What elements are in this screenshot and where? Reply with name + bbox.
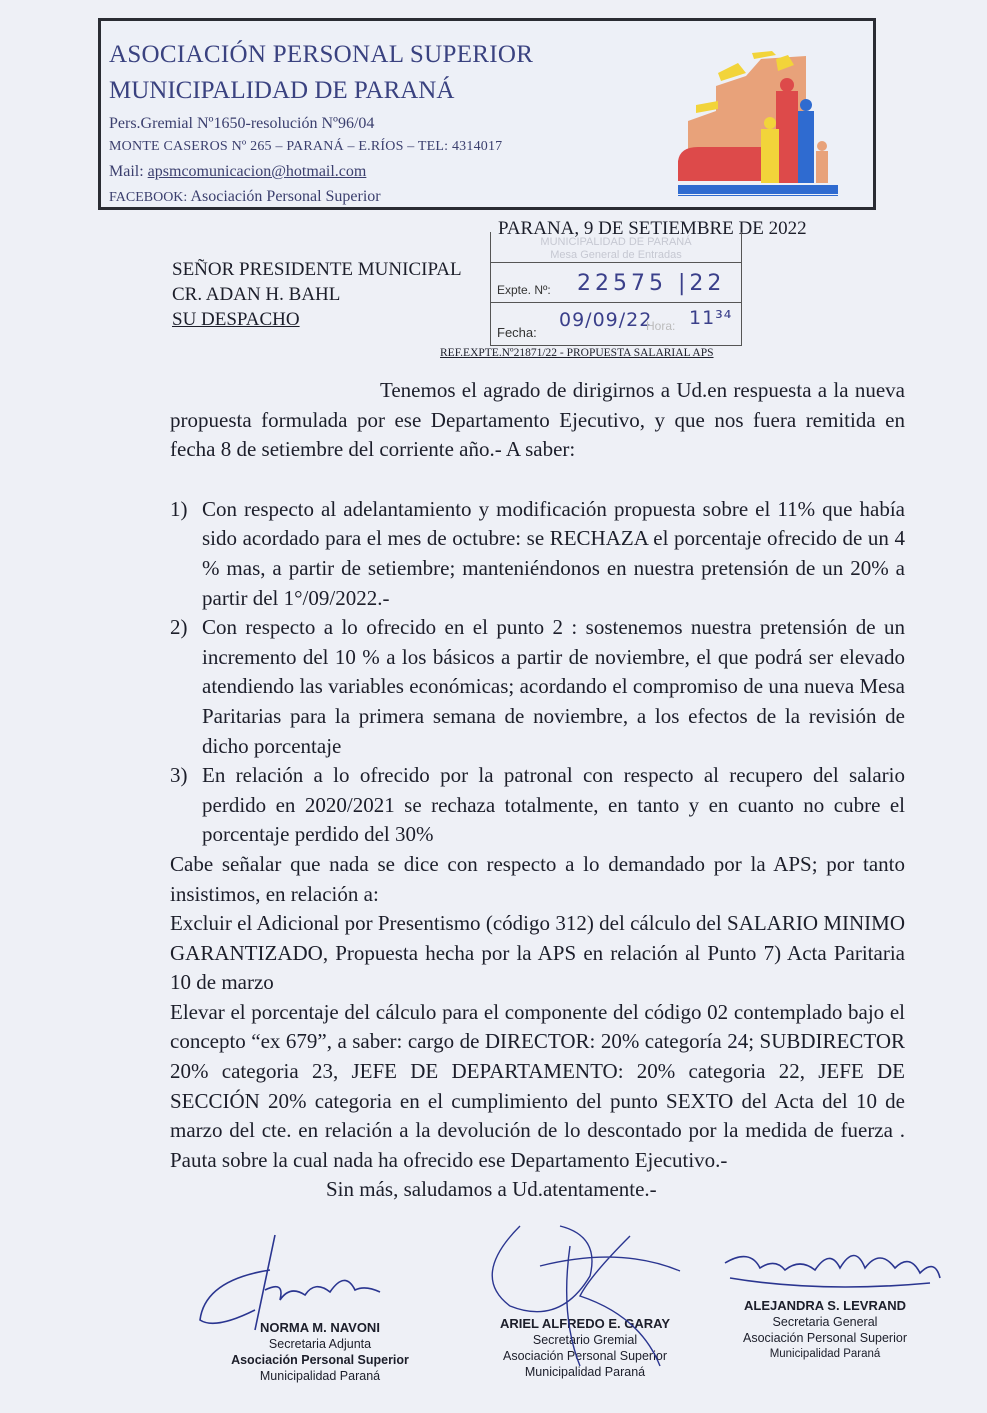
recipient-line: SEÑOR PRESIDENTE MUNICIPAL xyxy=(172,259,462,280)
org-name-line1: ASOCIACIÓN PERSONAL SUPERIOR xyxy=(109,41,534,68)
stamp-header-2: Mesa General de Entradas xyxy=(550,249,682,261)
mail-line xyxy=(109,163,366,181)
stamp-header-1: MUNICIPALIDAD DE PARANÁ xyxy=(540,236,692,248)
signatory-role: Secretaria Adjunta xyxy=(268,1337,372,1351)
expte-value: 22575 |22 xyxy=(577,271,726,296)
signatory-name: ALEJANDRA S. LEVRAND xyxy=(743,1298,907,1313)
recipient-line: CR. ADAN H. BAHL xyxy=(172,284,341,305)
facebook-label: FACEBOOK: xyxy=(109,190,188,205)
signatory-org2: Municipalidad Paraná xyxy=(259,1369,381,1383)
signatory-org: Asociación Personal Superior xyxy=(231,1353,409,1367)
signatory-role: Secretario Gremial xyxy=(532,1333,638,1347)
signature-block-garay xyxy=(490,1316,680,1380)
item-text: Con respecto a lo ofrecido en el punto 2 : sostenemos nuestra pretensión de un incremento del 10 % a los básicos a partir de noviembre, el que podrá ser elevado atendiendo las variables económicas; acordando el compromiso de una nueva Mesa Paritarias para la primera semana de noviembre, a los efectos de la revisión de dicho porcentaje xyxy=(202,615,905,758)
signatory-org2: Municipalidad Paraná xyxy=(769,1348,881,1360)
item-text: Con respecto al adelantamiento y modificación propuesta sobre el 11% que había sido acordado para el mes de octubre: se RECHAZA el porcentaje ofrecido de un 4 % mas, a partir de setiembre; manteniéndonos en nuestra pretensión de un 20% a partir del 1°/09/2022.- xyxy=(202,496,905,610)
signatory-org: Asociación Personal Superior xyxy=(503,1349,667,1363)
fecha-value: 09/09/22 xyxy=(559,309,653,331)
hora-value: 11³⁴ xyxy=(689,307,733,329)
signatory-name: NORMA M. NAVONI xyxy=(260,1320,380,1335)
hora-label: Hora: xyxy=(646,319,676,333)
reference: REF.EXPTE.Nº21871/22 - PROPUESTA SALARIAL APS xyxy=(440,347,714,359)
entry-stamp xyxy=(490,232,742,346)
paragraph: Cabe señalar que nada se dice con respecto a lo demandado por la APS; por tanto insistimos, en relación a: xyxy=(170,851,905,906)
expte-label: Expte. Nº: xyxy=(497,283,551,297)
list-item xyxy=(170,613,905,761)
list-item xyxy=(170,495,905,613)
recipient-line: SU DESPACHO xyxy=(172,309,300,330)
list-item xyxy=(170,761,905,850)
signature-icon xyxy=(195,1230,415,1340)
signatory-org: Asociación Personal Superior xyxy=(743,1331,907,1345)
recipient-block xyxy=(172,257,462,332)
closing: Sin más, saludamos a Ud.atentamente.- xyxy=(326,1177,657,1202)
address: MONTE CASEROS Nº 265 – PARANÁ – E.RÍOS – TEL: 4314017 xyxy=(109,139,503,154)
paragraph: Elevar el porcentaje del cálculo para el componente del código 02 contemplado bajo el concepto “ex 679”, a saber: cargo de DIRECTOR: 20% categoría 24; SUBDIRECTOR 20% categoria 23, JEFE DE DEPARTAMENTO: 20% categoria 22, JEFE DE SECCIÓN 20% categoria en el cumplimiento del punto SEXTO del Acta del 10 de marzo del cte. en relación a la devolución de lo descontado por la medida de fuerza . Pauta sobre la cual nada ha ofrecido ese Departamento Ejecutivo.- xyxy=(170,999,905,1172)
facebook-value: Asociación Personal Superior xyxy=(190,188,381,205)
item-text: En relación a lo ofrecido por la patronal con respecto al recupero del salario perdido en 2020/2021 se rechaza totalmente, en tanto y en cuanto no cubre el porcentaje perdido del 30% xyxy=(202,763,905,847)
signatory-role: Secretaria General xyxy=(772,1315,878,1329)
mail-link[interactable]: apsmcomunicacion@hotmail.com xyxy=(147,163,367,180)
signature-block-navoni xyxy=(225,1320,415,1384)
logo-icon xyxy=(676,51,846,196)
facebook-line xyxy=(109,188,381,206)
signatory-name: ARIEL ALFREDO E. GARAY xyxy=(500,1316,670,1331)
fecha-label: Fecha: xyxy=(497,325,537,340)
signature-icon xyxy=(480,1216,700,1376)
item-number: 1) xyxy=(170,496,188,521)
signatory-org2: Municipalidad Paraná xyxy=(524,1365,646,1379)
registration: Pers.Gremial Nº1650-resolución Nº96/04 xyxy=(109,115,375,132)
mail-label: Mail: xyxy=(109,163,144,180)
signature-block-levrand xyxy=(730,1298,920,1362)
intro-paragraph: Tenemos el agrado de dirigirnos a Ud.en respuesta a la nueva propuesta formulada por ese Departamento Ejecutivo, y que nos fuera remitida en fecha 8 de setiembre del corriente año.- A saber: xyxy=(170,378,905,462)
item-number: 2) xyxy=(170,615,188,640)
item-number: 3) xyxy=(170,763,188,788)
org-name-line2: MUNICIPALIDAD DE PARANÁ xyxy=(109,77,455,104)
signature-icon xyxy=(720,1238,950,1308)
letterhead xyxy=(98,18,876,210)
paragraph: Excluir el Adicional por Presentismo (código 312) del cálculo del SALARIO MINIMO GARANTIZADO, Propuesta hecha por la APS en relación al Punto 7) Acta Paritaria 10 de marzo xyxy=(170,911,905,995)
letter-date: PARANA, 9 DE SETIEMBRE DE 2022 xyxy=(498,218,807,239)
letter-body xyxy=(170,376,905,1205)
